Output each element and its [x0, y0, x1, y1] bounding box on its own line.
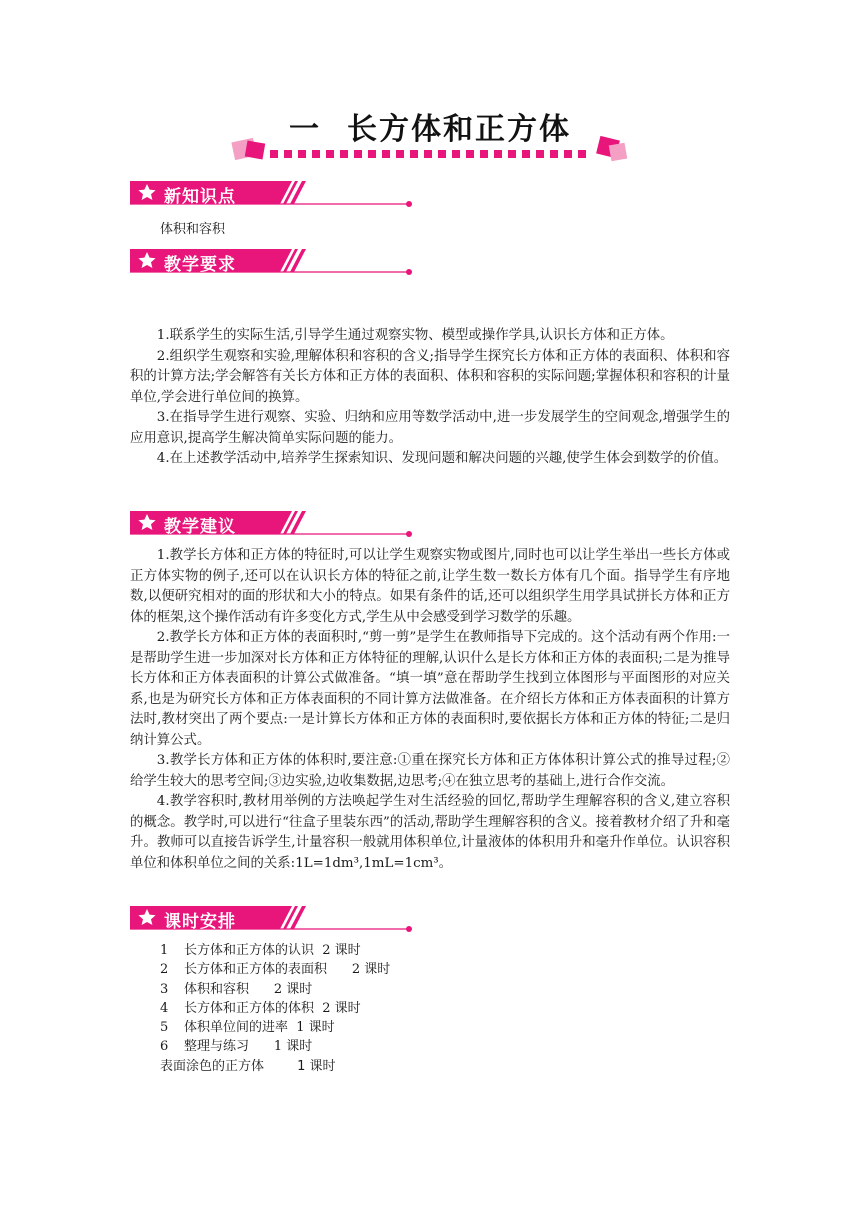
schedule-extra-hours: 1 课时 — [297, 1059, 336, 1074]
chapter-title-text: 长方体和正方体 — [347, 112, 571, 147]
requirement-item: 1.联系学生的实际生活,引导学生通过观察实物、模型或操作学具,认识长方体和正方体。 — [156, 328, 674, 343]
schedule-row: 5 体积单位间的进率 1 课时 — [160, 1020, 335, 1036]
requirement-item: 2.组织学生观察和实验,理解体积和容积的含义;指导学生探究长方体和正方体的表面积、体积和容积的计算方法;学会解答有关长方体和正方体的表面积、体积和容积的实际问题;掌握体积和容积的计量单位,学会进行单位间的换算。 — [130, 348, 730, 405]
suggestion-item: 2.教学长方体和正方体的表面积时,“剪一剪”是学生在教师指导下完成的。这个活动有两个作用:一是帮助学生进一步加深对长方体和正方体特征的理解,认识什么是长方体和正方体的表面积;二是为推导长方体和正方体表面积的计算公式做准备。“填一填”意在帮助学生找到立体图形与平面图形的对应关系,也是为研究长方体和正方体表面积的不同计算方法做准备。在介绍长方体和正方体表面积的计算方法时,教材突出了两个要点:一是计算长方体和正方体的表面积时,要依据长方体和正方体的特征;二是归纳计算公式。 — [130, 630, 730, 748]
schedule-list — [160, 941, 390, 1057]
suggestion-item: 1.教学长方体和正方体的特征时,可以让学生观察实物或图片,同时也可以让学生举出一些长方体或正方体实物的例子,还可以在认识长方体的特征之前,让学生数一数长方体有几个面。指导学生有序地数,以便研究相对的面的形状和大小的特点。如果有条件的话,还可以组织学生用学具试拼长方体和正方体的框架,这个操作活动有许多变化方式,学生从中会感受到学习数学的乐趣。 — [130, 548, 730, 625]
schedule-row: 6 整理与练习 1 课时 — [160, 1039, 313, 1055]
title-decoration — [230, 132, 630, 166]
section-heading: 教学要求 — [164, 255, 236, 275]
section-header-schedule — [130, 905, 415, 935]
section-header-new-knowledge — [130, 180, 415, 210]
suggestions-list — [130, 546, 730, 874]
section-header-suggestions — [130, 510, 415, 540]
section-heading: 新知识点 — [164, 187, 236, 207]
schedule-extra-row — [160, 1057, 335, 1076]
section-heading: 课时安排 — [164, 912, 236, 932]
schedule-row: 2 长方体和正方体的表面积 2 课时 — [160, 962, 391, 978]
schedule-extra-name: 表面涂色的正方体 — [160, 1059, 265, 1074]
section-header-requirements — [130, 248, 415, 278]
section-heading: 教学建议 — [164, 517, 236, 537]
chapter-number: 一 — [289, 112, 321, 147]
suggestion-item: 3.教学长方体和正方体的体积时,要注意:①重在探究长方体和正方体体积计算公式的推导过程;②给学生较大的思考空间;③边实验,边收集数据,边思考;④在独立思考的基础上,进行合作交流。 — [130, 753, 730, 789]
new-knowledge-content: 体积和容积 — [160, 222, 226, 237]
schedule-row: 1 长方体和正方体的认识 2 课时 — [160, 943, 361, 958]
requirements-list — [130, 326, 730, 470]
schedule-row: 4 长方体和正方体的体积 2 课时 — [160, 1000, 361, 1016]
schedule-row: 3 体积和容积 2 课时 — [160, 981, 313, 997]
requirement-item: 4.在上述教学活动中,培养学生探索知识、发现问题和解决问题的兴趣,使学生体会到数学的价值。 — [156, 451, 728, 466]
requirement-item: 3.在指导学生进行观察、实验、归纳和应用等数学活动中,进一步发展学生的空间观念,增强学生的应用意识,提高学生解决简单实际问题的能力。 — [130, 410, 730, 446]
suggestion-item: 4.教学容积时,教材用举例的方法唤起学生对生活经验的回忆,帮助学生理解容积的含义,建立容积的概念。教学时,可以进行“往盒子里装东西”的活动,帮助学生理解容积的含义。接着教材介绍了升和毫升。教师可以直接告诉学生,计量容积一般就用体积单位,计量液体的体积用升和毫升作单位。认识容积单位和体积单位之间的关系:1L=1dm³,1mL=1cm³。 — [130, 794, 730, 871]
